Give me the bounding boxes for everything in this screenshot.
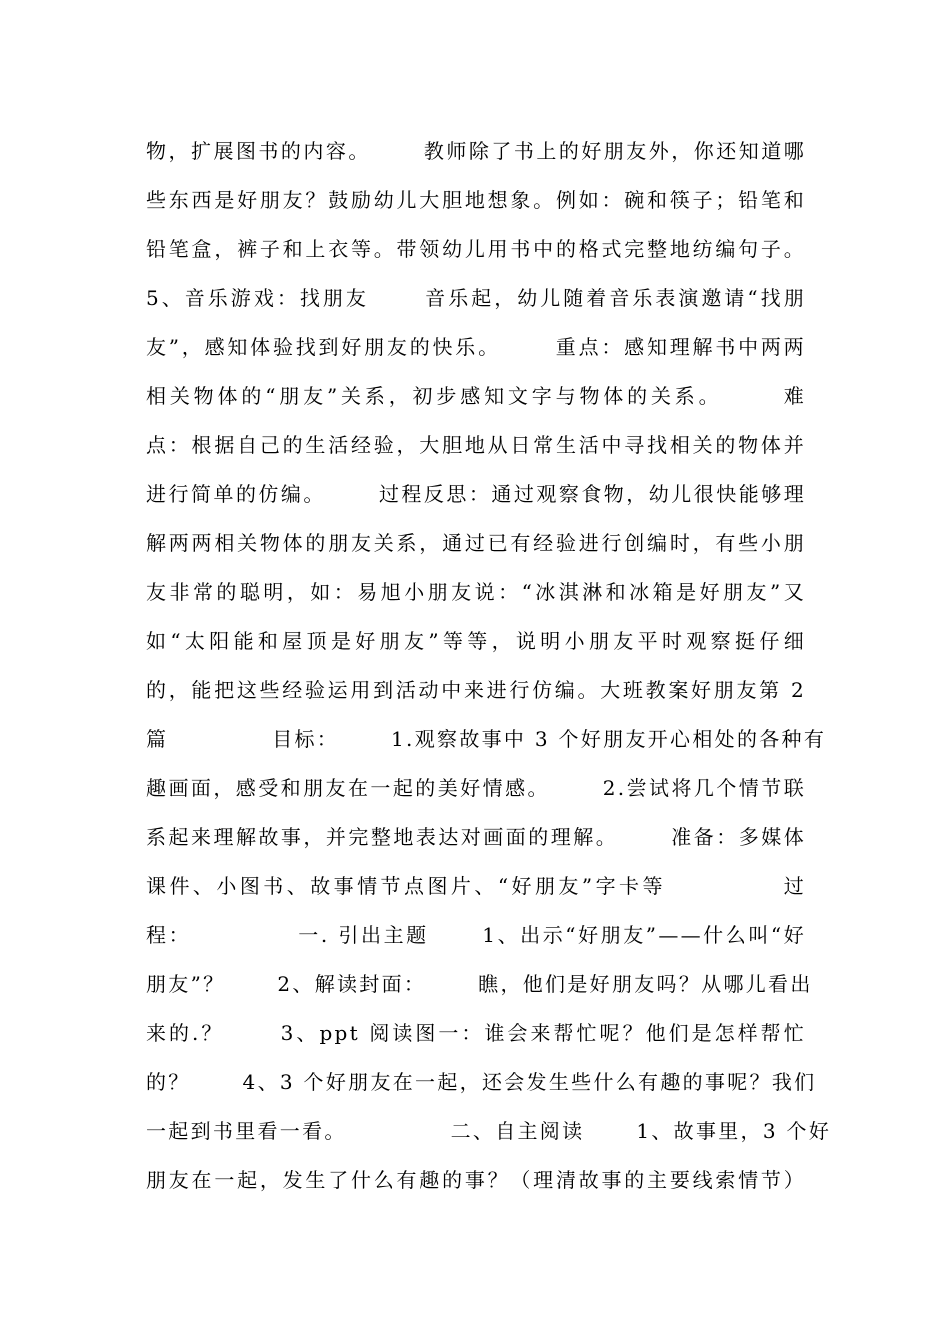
text-line: 相关物体的“朋友”关系，初步感知文字与物体的关系。 难: [146, 384, 806, 408]
text-line: 系起来理解故事，并完整地表达对画面的理解。 准备：多媒体: [146, 825, 806, 849]
text-line: 5、音乐游戏：找朋友 音乐起，幼儿随着音乐表演邀请“找朋: [146, 286, 806, 310]
text-line: 的，能把这些经验运用到活动中来进行仿编。大班教案好朋友第 2: [146, 678, 806, 702]
text-line: 进行简单的仿编。 过程反思：通过观察食物，幼儿很快能够理: [146, 482, 806, 506]
text-line: 如“太阳能和屋顶是好朋友”等等，说明小朋友平时观察挺仔细: [146, 629, 806, 653]
text-line: 点：根据自己的生活经验，大胆地从日常生活中寻找相关的物体并: [146, 433, 806, 457]
text-line: 铅笔盒，裤子和上衣等。带领幼儿用书中的格式完整地纺编句子。: [146, 237, 806, 261]
text-line: 朋友在一起，发生了什么有趣的事？（理清故事的主要线索情节）: [146, 1168, 806, 1192]
text-line: 程： 一. 引出主题 1、出示“好朋友”——什么叫“好: [146, 923, 806, 947]
text-line: 友”，感知体验找到好朋友的快乐。 重点：感知理解书中两两: [146, 335, 806, 359]
text-line: 的？ 4、3 个好朋友在一起，还会发生些什么有趣的事呢？我们: [146, 1070, 817, 1094]
text-line: 解两两相关物体的朋友关系，通过已有经验进行创编时，有些小朋: [146, 531, 806, 555]
text-line: 课件、小图书、故事情节点图片、“好朋友”字卡等 过: [146, 874, 806, 898]
text-line: 物，扩展图书的内容。 教师除了书上的好朋友外，你还知道哪: [146, 139, 806, 163]
text-line: 些东西是好朋友？鼓励幼儿大胆地想象。例如：碗和筷子；铅笔和: [146, 188, 806, 212]
text-line: 一起到书里看一看。 二、自主阅读 1、故事里，3 个好: [146, 1119, 832, 1143]
text-line: 朋友”？ 2、解读封面： 瞧，他们是好朋友吗？从哪儿看出: [146, 972, 813, 996]
text-line: 来的.？ 3、ppt 阅读图一：谁会来帮忙呢？他们是怎样帮忙: [146, 1021, 806, 1045]
text-line: 篇 目标： 1.观察故事中 3 个好朋友开心相处的各种有: [146, 727, 827, 751]
text-line: 友非常的聪明，如：易旭小朋友说：“冰淇淋和冰箱是好朋友”又: [146, 580, 806, 604]
text-line: 趣画面，感受和朋友在一起的美好情感。 2.尝试将几个情节联: [146, 776, 806, 800]
